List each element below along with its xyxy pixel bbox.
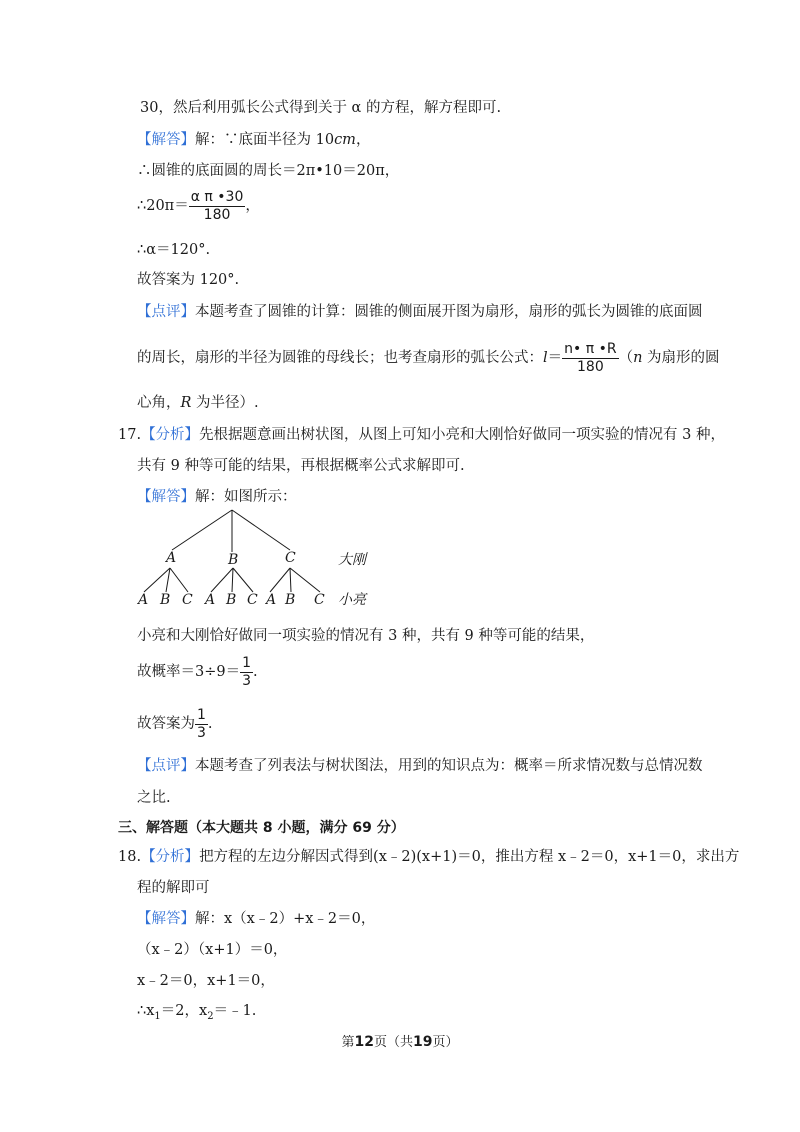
- period: .: [253, 664, 258, 680]
- fraction-one-third: [240, 655, 253, 690]
- tree-node-l2-3: C: [182, 592, 193, 608]
- line-4-fraction: [137, 186, 260, 226]
- tree-node-l2-9: C: [314, 592, 325, 608]
- answer-tag: 【解答】: [137, 911, 195, 927]
- answer-line-1: [137, 130, 370, 150]
- comment-tag: 【点评】: [137, 758, 195, 774]
- period: .: [207, 716, 213, 732]
- comment-text-2: 的周长，扇形的半径为圆锥的母线长；也考查扇形的弧长公式：: [137, 350, 543, 366]
- fraction-numerator: α π •30: [190, 188, 244, 205]
- answer-tag: 【解答】: [137, 489, 195, 505]
- tree-node-l1-b: B: [228, 552, 239, 568]
- line-3: ∴圆锥的底面圆的周长＝2π•10＝20π，: [137, 163, 400, 179]
- var-n: n: [633, 350, 643, 366]
- comma: ，: [355, 132, 371, 148]
- answer-tag: 【解答】: [137, 132, 195, 148]
- equals: ＝: [547, 350, 563, 366]
- var-R: R: [180, 395, 192, 411]
- tree-node-l2-7: A: [266, 592, 277, 608]
- tree-node-l2-2: B: [160, 592, 171, 608]
- comment-tag: 【点评】: [137, 304, 195, 320]
- sol-end: ＝﹣1.: [213, 1003, 257, 1019]
- analysis-tag: 【分析】: [141, 849, 200, 865]
- tree-label-dagang: 大刚: [338, 552, 366, 568]
- fraction-numerator: n• π •R: [564, 340, 617, 357]
- footer-post: 页）: [432, 1035, 459, 1050]
- answer-line-18: [137, 909, 375, 929]
- line-21: （x﹣2）（x+1）＝0，: [137, 942, 288, 958]
- comment-line-1: [137, 302, 703, 322]
- analysis-text: 把方程的左边分解因式得到(x﹣2)(x+1)＝0，推出方程 x﹣2＝0，x+1＝0，求出方: [199, 849, 740, 865]
- line-4-lead: ∴20π＝: [137, 198, 189, 214]
- answer-text: 解：x（x﹣2）+x﹣2＝0，: [195, 911, 376, 927]
- tree-diagram: [132, 502, 392, 612]
- fraction-numerator: 1: [197, 706, 206, 723]
- tree-node-l2-5: B: [226, 592, 237, 608]
- comment-text: 本题考查了圆锥的计算：圆锥的侧面展开图为扇形，扇形的弧长为圆锥的底面圆: [195, 304, 703, 320]
- comment-text-3: 为扇形的圆: [642, 350, 720, 366]
- line-22: x﹣2＝0，x+1＝0，: [137, 973, 275, 989]
- line-23-solutions: [137, 1001, 256, 1027]
- fraction-denominator: 3: [197, 724, 206, 741]
- fraction-arc-length: [562, 341, 618, 376]
- comment-text-4: 心角，: [137, 395, 181, 411]
- tree-node-l2-1: A: [138, 592, 149, 608]
- answer-text: 解：如图所示：: [195, 489, 297, 505]
- question-number: 17.: [118, 427, 142, 443]
- fraction-one-third-answer: [195, 707, 208, 742]
- var-l: l: [543, 350, 548, 366]
- probability-line: [137, 652, 258, 692]
- fraction-numerator: 1: [242, 654, 252, 671]
- analysis-tag: 【分析】: [141, 427, 200, 443]
- tree-node-l2-8: B: [285, 592, 296, 608]
- section-3-heading: 三、解答题（本大题共 8 小题，满分 69 分）: [118, 820, 405, 836]
- analysis-text: 先根据题意画出树状图，从图上可知小亮和大刚恰好做同一项实验的情况有 3 种，: [199, 427, 726, 443]
- probability-lead: 故概率＝3÷9＝: [137, 664, 241, 680]
- comment-line-2: [137, 338, 720, 378]
- fraction-denominator: 180: [203, 206, 231, 223]
- line-5: ∴α＝120°.: [137, 242, 211, 258]
- fraction-denominator: 3: [242, 672, 252, 689]
- subscript-1: 1: [154, 1010, 161, 1022]
- line-13: 小亮和大刚恰好做同一项实验的情况有 3 种，共有 9 种等可能的结果，: [137, 628, 595, 644]
- subscript-2: 2: [207, 1010, 214, 1022]
- question-17-analysis: [118, 425, 725, 445]
- answer-text: 解：∵底面半径为 10: [195, 132, 335, 148]
- page-number: 12: [354, 1034, 374, 1050]
- answer-result-line: [137, 704, 213, 744]
- comment-text: 本题考查了列表法与树状图法，用到的知识点为：概率＝所求情况数与总情况数: [195, 758, 703, 774]
- footer-pre: 第: [341, 1035, 355, 1050]
- question-number: 18.: [118, 849, 142, 865]
- answer-result-lead: 故答案为: [137, 716, 195, 732]
- sol-lead: ∴x: [137, 1003, 155, 1019]
- tree-node-l1-a: A: [166, 550, 177, 566]
- sol-mid: ＝2，x: [160, 1003, 208, 1019]
- comment-text-5: 为半径）.: [191, 395, 259, 411]
- tree-node-l2-4: A: [205, 592, 216, 608]
- page-footer: [0, 1031, 800, 1050]
- comma: ，: [245, 198, 260, 214]
- line-1: 30，然后利用弧长公式得到关于 α 的方程，解方程即可.: [140, 100, 502, 116]
- fraction-denominator: 180: [577, 358, 604, 375]
- tree-node-l1-c: C: [285, 550, 296, 566]
- tree-label-xiaoliang: 小亮: [338, 592, 366, 608]
- tree-node-l2-6: C: [247, 592, 258, 608]
- comment-line-3: [137, 393, 259, 413]
- line-6: 故答案为 120°.: [137, 272, 240, 288]
- fraction-alpha-pi-30: [189, 189, 246, 224]
- question-18-analysis: [118, 847, 739, 867]
- comment-17-line-1: [137, 756, 703, 776]
- paren-open: （: [618, 350, 634, 366]
- footer-mid: 页（共: [373, 1035, 413, 1050]
- page-total: 19: [413, 1034, 433, 1050]
- unit-cm: cm: [334, 132, 356, 148]
- comment-17-line-2: 之比.: [137, 790, 171, 806]
- line-11: 共有 9 种等可能的结果，再根据概率公式求解即可.: [137, 458, 465, 474]
- line-19: 程的解即可: [137, 880, 210, 896]
